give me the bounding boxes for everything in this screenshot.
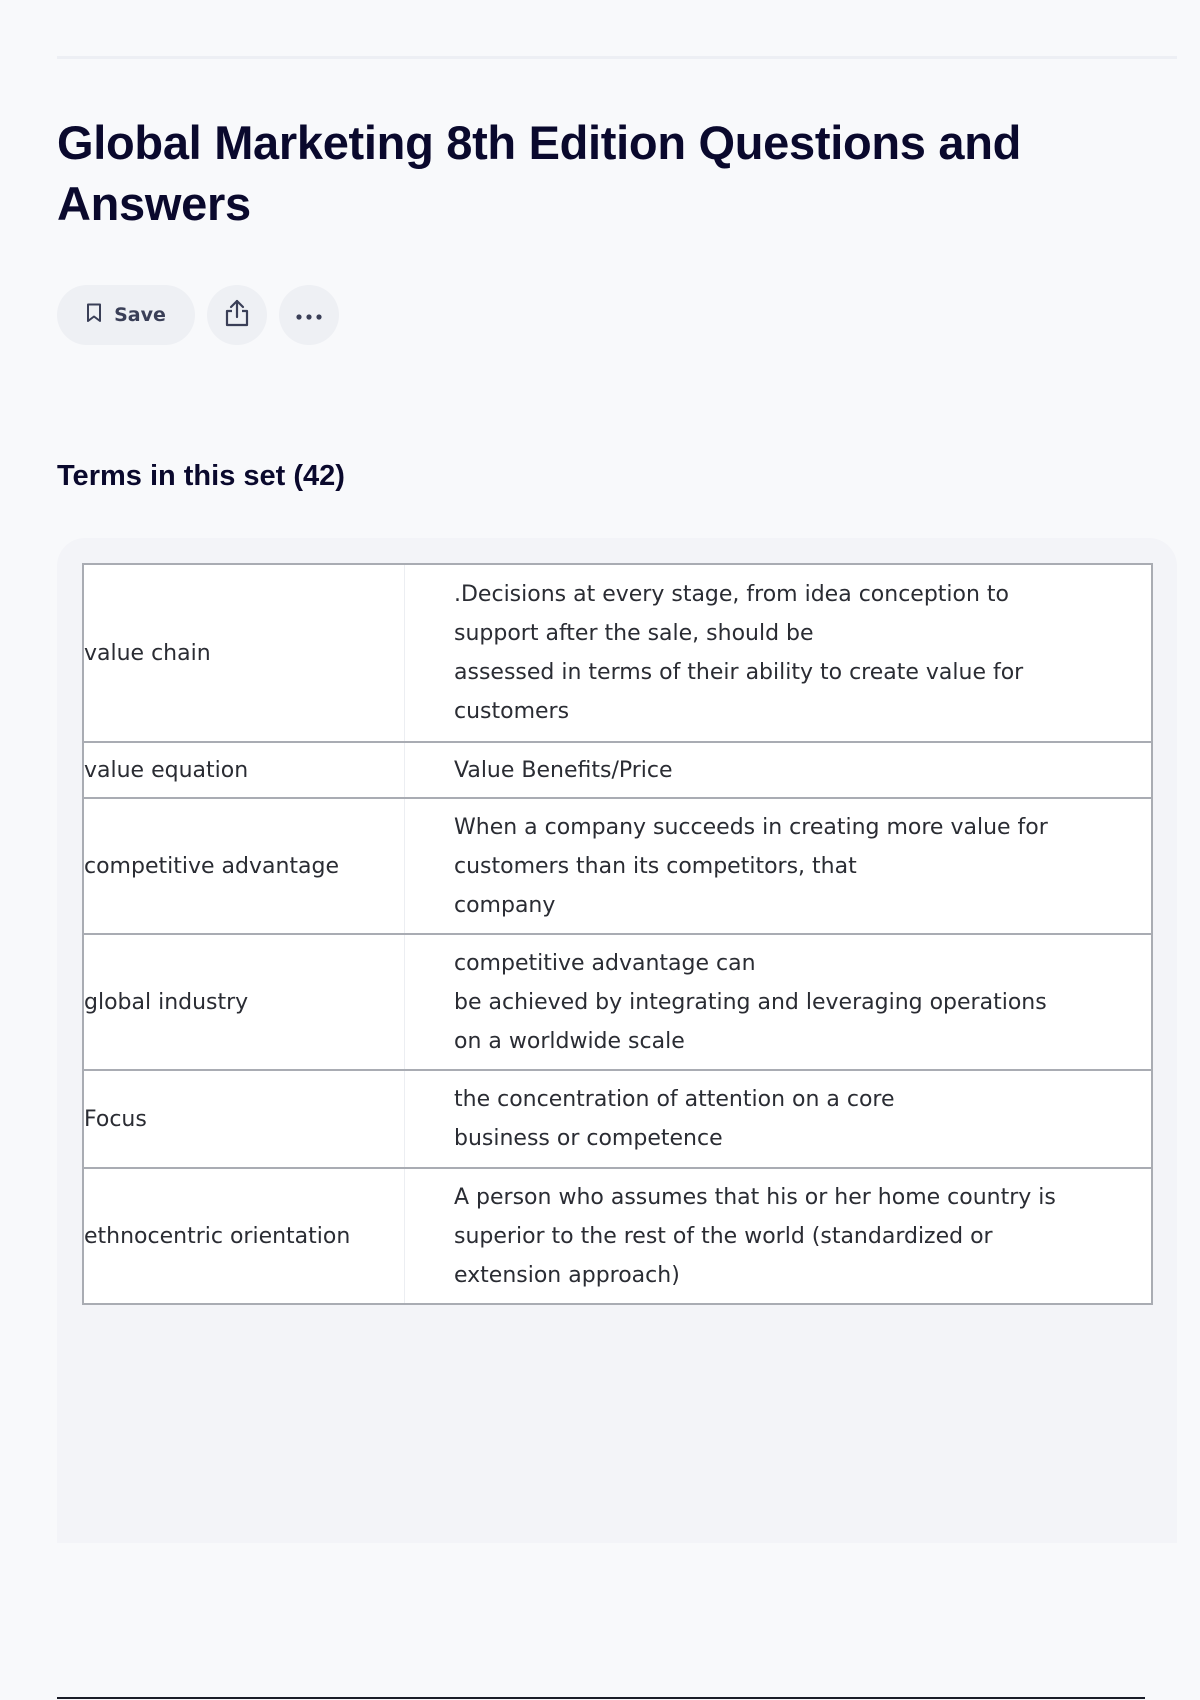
definition-cell — [405, 1168, 1153, 1304]
definition-line: support after the sale, should be — [454, 621, 814, 646]
term-cell: ethnocentric orientation — [83, 1168, 405, 1304]
definition-cell — [405, 798, 1153, 934]
definition-line: the concentration of attention on a core — [454, 1087, 895, 1112]
definition-line: be achieved by integrating and leveraging operations — [454, 989, 1047, 1015]
definition-line: Value Benefits/Price — [454, 757, 673, 783]
definition-line: A person who assumes that his or her home country is — [454, 1184, 1056, 1210]
term-cell: global industry — [83, 934, 405, 1070]
page-title: Global Marketing 8th Edition Questions and Answers — [57, 116, 1022, 230]
definition-cell — [405, 934, 1153, 1070]
definition-line: company — [454, 892, 556, 918]
definition-line: .Decisions at every stage, from idea conception to — [454, 582, 1010, 607]
bookmark-icon — [86, 303, 102, 327]
term-row — [83, 1070, 1152, 1168]
definition-cell — [405, 564, 1153, 742]
definition-line: customers — [454, 699, 570, 724]
share-button[interactable] — [207, 285, 267, 345]
term-cell: competitive advantage — [83, 798, 405, 934]
definition-line: assessed in terms of their ability to create value for — [454, 660, 1024, 685]
definition-line: customers than its competitors, that — [454, 853, 857, 879]
save-button-label: Save — [114, 304, 166, 326]
term-cell: value equation — [83, 742, 405, 798]
definition-line: superior to the rest of the world (standardized or — [454, 1223, 993, 1249]
terms-table — [82, 563, 1153, 1305]
bottom-divider — [57, 1697, 1145, 1699]
term-row — [83, 742, 1152, 798]
term-cell: Focus — [83, 1070, 405, 1168]
more-options-button[interactable] — [279, 285, 339, 345]
more-options-icon — [295, 306, 323, 325]
top-divider — [57, 56, 1177, 59]
term-row — [83, 1168, 1152, 1304]
definition-line: competitive advantage can — [454, 950, 756, 976]
definition-line: When a company succeeds in creating more value for — [454, 814, 1048, 840]
definition-line: extension approach) — [454, 1262, 680, 1288]
term-row — [83, 798, 1152, 934]
term-cell: value chain — [83, 564, 405, 742]
save-button[interactable] — [57, 285, 195, 345]
definition-cell — [405, 742, 1153, 798]
definition-line: business or competence — [454, 1126, 723, 1151]
share-icon — [224, 299, 250, 331]
terms-heading: Terms in this set (42) — [57, 460, 345, 492]
term-row — [83, 934, 1152, 1070]
definition-cell — [405, 1070, 1153, 1168]
action-bar — [57, 285, 339, 345]
term-row — [83, 564, 1152, 742]
definition-line: on a worldwide scale — [454, 1028, 685, 1054]
